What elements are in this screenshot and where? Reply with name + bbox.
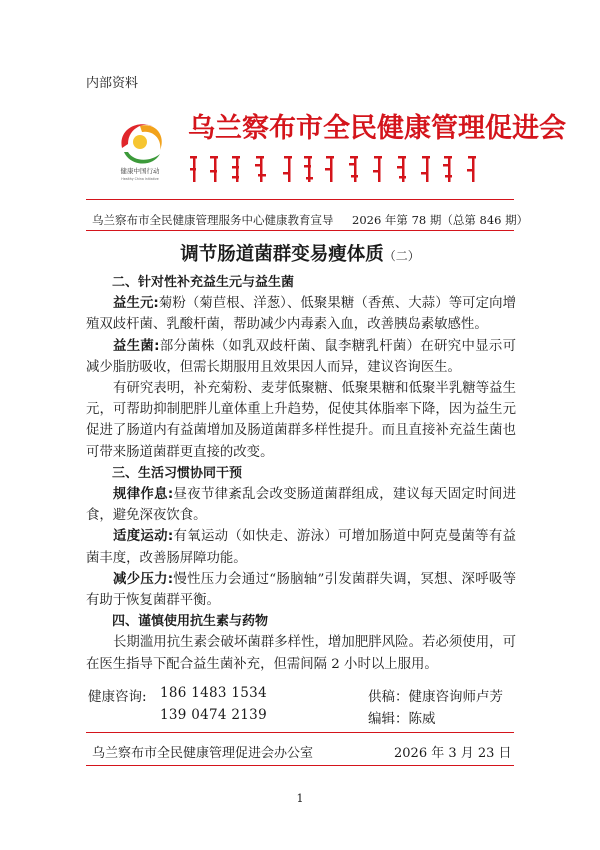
footer-office: 乌兰察布市全民健康管理促进会办公室: [92, 746, 314, 761]
header-divider: [86, 199, 514, 200]
paragraph: [86, 569, 516, 611]
section-heading: 二、针对性补充益生元与益生菌: [112, 275, 295, 290]
issue-divider: [86, 230, 514, 231]
article-title-suffix: （二）: [383, 249, 420, 263]
article-title: [0, 240, 600, 266]
editor-credit: 编辑：陈威: [368, 711, 436, 727]
article-title-main: 调节肠道菌群变易瘦体质: [180, 244, 384, 265]
paragraph: [86, 484, 516, 526]
logo-caption-en: Healthy China Initiative: [121, 177, 159, 181]
footer-divider-bottom: [86, 765, 514, 766]
section-heading: 三、生活习惯协同干预: [112, 465, 243, 481]
paragraph: [86, 378, 516, 463]
issue-number: 2026 年第 78 期（总第 846 期）: [352, 213, 529, 227]
paragraph-text: 菊粉（菊苣根、洋葱）、低聚果糖（香蕉、大蒜）等可定向增殖双歧杆菌、乳酸杆菌，帮助减少内毒素入血，改善胰岛素敏感性。: [86, 296, 516, 333]
contact-phone-1: 186 1483 1534: [160, 685, 267, 701]
health-china-logo: [100, 108, 180, 183]
paragraph-term: 适度运动:: [113, 529, 174, 545]
paragraph: [86, 526, 516, 568]
article-body: [86, 272, 516, 675]
section-heading: 四、谨慎使用抗生素与药物: [112, 614, 269, 630]
paragraph-text: 部分菌株（如乳双歧杆菌、鼠李糖乳杆菌）在研究中显示可减少脂肪吸收，但需长期服用且效果因人而异，建议咨询医生。: [86, 338, 517, 375]
paragraph-text: 慢性压力会通过“肠脑轴”引发菌群失调，冥想、深呼吸等有助于恢复菌群平衡。: [86, 571, 516, 609]
paragraph-term: 减少压力:: [113, 571, 174, 587]
paragraph-term: 益生菌:: [113, 338, 160, 354]
mongolian-script-title: [188, 150, 493, 186]
contact-phone-2: 139 0474 2139: [160, 707, 267, 723]
org-title: 乌兰察布市全民健康管理促进会: [188, 113, 566, 144]
paragraph: [86, 632, 516, 674]
paragraph-text: 长期滥用抗生素会破坏菌群多样性，增加肥胖风险。若必须使用，可在医生指导下配合益生菌补充，但需间隔 2 小时以上服用。: [86, 635, 516, 672]
paragraph-term: 益生元:: [113, 296, 159, 312]
supplier-credit: 供稿：健康咨询师卢芳: [368, 689, 503, 705]
page-number: 1: [296, 792, 304, 805]
paragraph: [86, 336, 516, 378]
logo-caption: 健康中国行动: [120, 167, 160, 175]
footer-date: 2026 年 3 月 23 日: [394, 746, 512, 761]
paragraph-text: 有氧运动（如快走、游泳）可增加肠道中阿克曼菌等有益菌丰度，改善肠屏障功能。: [86, 529, 516, 566]
footer-divider-top: [86, 732, 514, 733]
issue-publisher: 乌兰察布市全民健康管理服务中心健康教育宣导: [92, 213, 334, 227]
paragraph-text: 有研究表明，补充菊粉、麦芽低聚糖、低聚果糖和低聚半乳糖等益生元，可帮助抑制肥胖儿童体重上升趋势，促使其体脂率下降，因为益生元促进了肠道内有益菌增加及肠道菌群多样性提升。而且直接补充益生菌也可带来肠道菌群更直接的改变。: [86, 381, 516, 460]
internal-label: 内部资料: [86, 76, 139, 91]
paragraph-text: 昼夜节律紊乱会改变肠道菌群组成，建议每天固定时间进食，避免深夜饮食。: [86, 487, 516, 524]
contact-label: 健康咨询:: [88, 689, 147, 705]
paragraph: [86, 293, 516, 335]
paragraph-term: 规律作息:: [113, 487, 174, 503]
